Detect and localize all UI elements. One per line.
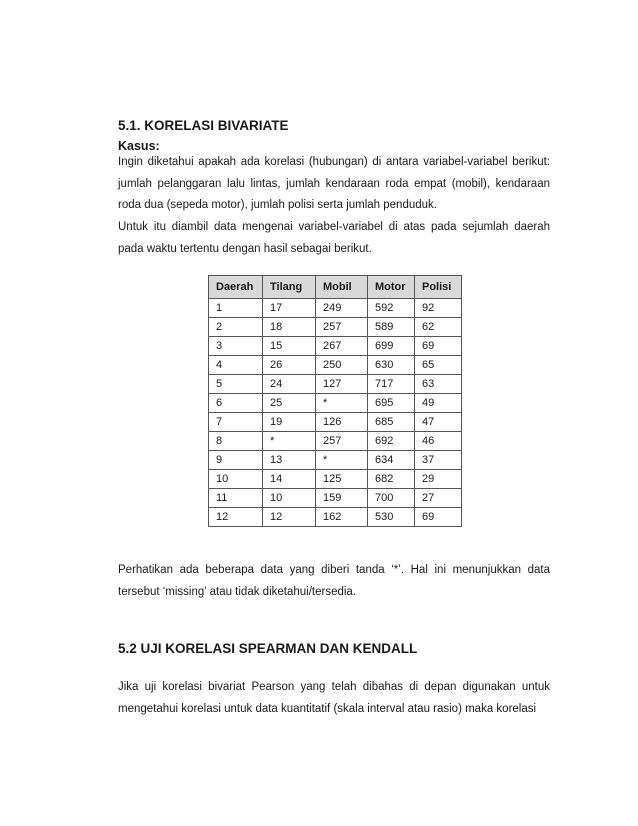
- table-cell: 63: [415, 375, 462, 394]
- table-row: [209, 337, 462, 356]
- table-cell: 1: [209, 299, 263, 318]
- table-cell: 682: [368, 470, 415, 489]
- table-row: [209, 299, 462, 318]
- table-cell: 10: [263, 489, 316, 508]
- table-cell: 18: [263, 318, 316, 337]
- table-cell: 6: [209, 394, 263, 413]
- table-cell: 267: [316, 337, 368, 356]
- table-cell: 15: [263, 337, 316, 356]
- table-cell: 69: [415, 337, 462, 356]
- table-row: [209, 451, 462, 470]
- table-cell: 29: [415, 470, 462, 489]
- table-cell: 12: [209, 508, 263, 527]
- data-table: [208, 275, 462, 527]
- header-mobil: Mobil: [316, 276, 368, 299]
- table-cell: 49: [415, 394, 462, 413]
- table-cell: 47: [415, 413, 462, 432]
- table-cell: 65: [415, 356, 462, 375]
- table-cell: 589: [368, 318, 415, 337]
- table-row: [209, 489, 462, 508]
- table-cell: 37: [415, 451, 462, 470]
- table-cell: 27: [415, 489, 462, 508]
- section-title-korelasi-bivariate: 5.1. KORELASI BIVARIATE: [118, 118, 289, 133]
- paragraph-spearman-intro: Jika uji korelasi bivariat Pearson yang telah dibahas di depan digunakan untuk mengetahui korelasi untuk data kuantitatif (skala interval atau rasio) maka korelasi: [118, 681, 550, 715]
- table-row: [209, 356, 462, 375]
- table-cell: 17: [263, 299, 316, 318]
- table-cell: *: [316, 394, 368, 413]
- table-cell: 4: [209, 356, 263, 375]
- table-cell: 19: [263, 413, 316, 432]
- table-cell: 695: [368, 394, 415, 413]
- table-cell: 3: [209, 337, 263, 356]
- table-cell: 592: [368, 299, 415, 318]
- table-cell: *: [263, 432, 316, 451]
- table-cell: 9: [209, 451, 263, 470]
- table-cell: 69: [415, 508, 462, 527]
- table-cell: 46: [415, 432, 462, 451]
- paragraph-missing-data-note: Perhatikan ada beberapa data yang diberi tanda ‘*’. Hal ini menunjukkan data tersebut ‘missing’ atau tidak diketahui/tersedia.: [118, 564, 550, 598]
- header-tilang: Tilang: [263, 276, 316, 299]
- table-cell: 257: [316, 318, 368, 337]
- table-cell: 630: [368, 356, 415, 375]
- table-cell: 13: [263, 451, 316, 470]
- table-row: [209, 508, 462, 527]
- table-cell: 11: [209, 489, 263, 508]
- table-cell: 92: [415, 299, 462, 318]
- table-cell: 5: [209, 375, 263, 394]
- section-title-spearman-kendall: 5.2 UJI KORELASI SPEARMAN DAN KENDALL: [118, 641, 418, 656]
- table-cell: 14: [263, 470, 316, 489]
- kasus-label: Kasus:: [118, 139, 160, 153]
- table-cell: 257: [316, 432, 368, 451]
- table-cell: 25: [263, 394, 316, 413]
- header-motor: Motor: [368, 276, 415, 299]
- table-cell: 2: [209, 318, 263, 337]
- table-cell: 692: [368, 432, 415, 451]
- table-cell: 26: [263, 356, 316, 375]
- table-cell: 125: [316, 470, 368, 489]
- table-cell: 700: [368, 489, 415, 508]
- header-daerah: Daerah: [209, 276, 263, 299]
- table-cell: 8: [209, 432, 263, 451]
- table-header-row: [209, 276, 462, 299]
- table-cell: 530: [368, 508, 415, 527]
- table-row: [209, 432, 462, 451]
- table-cell: 249: [316, 299, 368, 318]
- table-cell: 717: [368, 375, 415, 394]
- paragraph-intro: Ingin diketahui apakah ada korelasi (hubungan) di antara variabel-variabel berikut: jumlah pelanggaran lalu lintas, jumlah kendaraan roda empat (mobil), kendaraan roda dua (sepeda motor), jumlah polisi serta jumlah penduduk.: [118, 156, 550, 211]
- table-row: [209, 394, 462, 413]
- table-cell: 159: [316, 489, 368, 508]
- table-cell: *: [316, 451, 368, 470]
- table-cell: 7: [209, 413, 263, 432]
- table-row: [209, 470, 462, 489]
- table-cell: 24: [263, 375, 316, 394]
- table-row: [209, 318, 462, 337]
- table-cell: 127: [316, 375, 368, 394]
- header-polisi: Polisi: [415, 276, 462, 299]
- paragraph-data-collection: Untuk itu diambil data mengenai variabel-variabel di atas pada sejumlah daerah pada waktu tertentu dengan hasil sebagai berikut.: [118, 221, 550, 255]
- table-row: [209, 375, 462, 394]
- table-cell: 634: [368, 451, 415, 470]
- table-cell: 250: [316, 356, 368, 375]
- table-cell: 126: [316, 413, 368, 432]
- table-cell: 162: [316, 508, 368, 527]
- table-row: [209, 413, 462, 432]
- table-cell: 699: [368, 337, 415, 356]
- table-cell: 10: [209, 470, 263, 489]
- table-cell: 685: [368, 413, 415, 432]
- table-cell: 62: [415, 318, 462, 337]
- table-cell: 12: [263, 508, 316, 527]
